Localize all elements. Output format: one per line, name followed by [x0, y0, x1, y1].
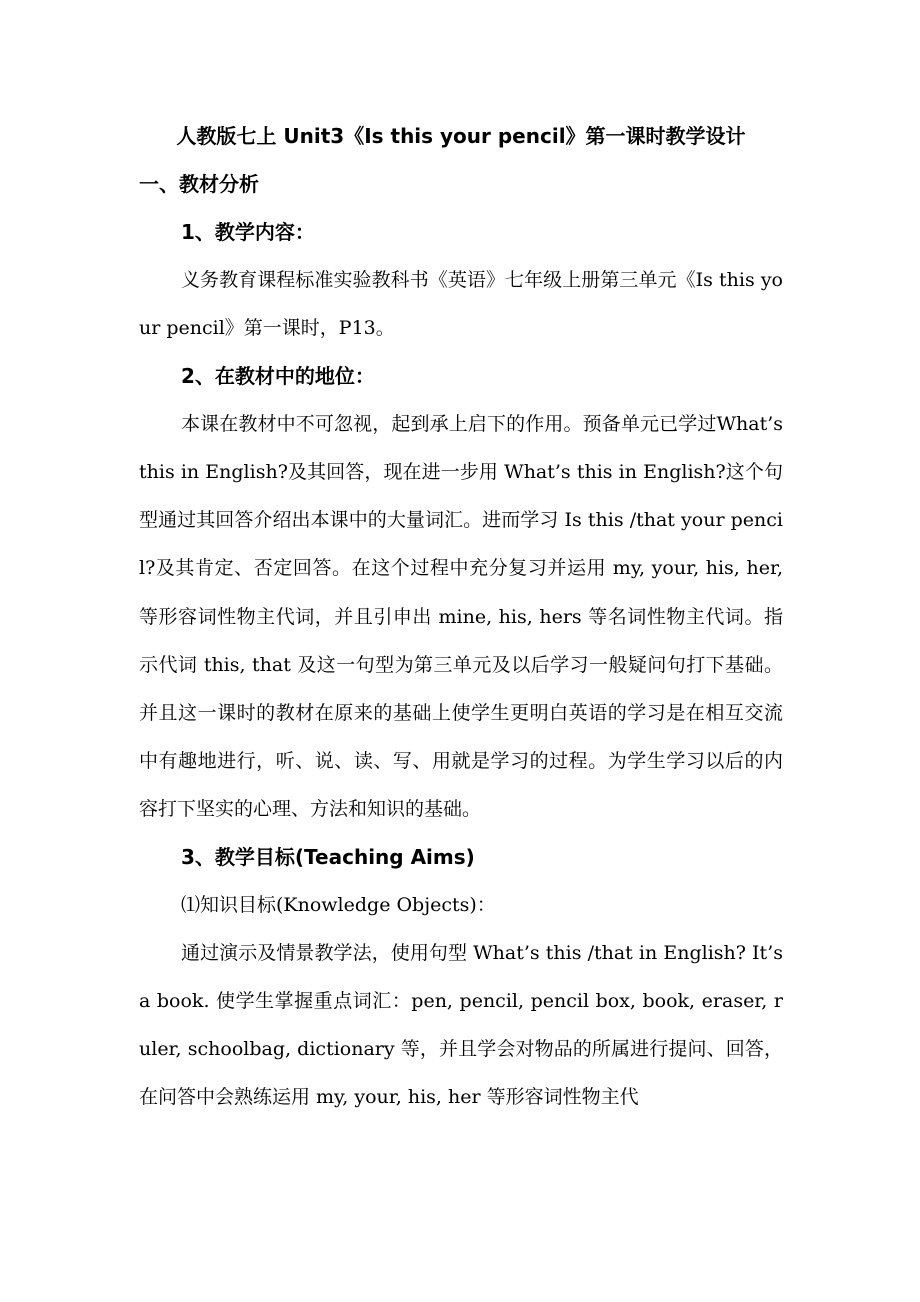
heading-knowledge-objects: ⑴知识目标(Knowledge Objects)： — [181, 894, 496, 917]
heading-teaching-content: 1、教学内容： — [181, 220, 315, 244]
paragraph-position-in-textbook: 本课在教材中不可忽视，起到承上启下的作用。预备单元已学过What’s this in English?及其回答，现在进一步用 What’s this in English?这个句型通过其回答介绍出本课中的大量词汇。进而学习 Is this /that your pencil?及其肯定、否定回答。在这个过程中充分复习并运用 my, your, his, her, 等形容词性物主代词，并且引申出 mine, his, hers 等名词性物主代词。指示代词 this, that 及这一句型为第三单元及以后学习一般疑问句打下基础。并且这一课时的教材在原来的基础上使学生更明白英语的学习是在相互交流中有趣地进行，听、说、读、写、用就是学习的过程。为学生学习以后的内容打下坚实的心理、方法和知识的基础。 — [139, 413, 783, 820]
paragraph-knowledge-objects: 通过演示及情景教学法，使用句型 What’s this /that in English? It’s a book. 使学生掌握重点词汇：pen, pencil, pencil box, book, eraser, ruler, schoolbag, dictionary 等，并且学会对物品的所属进行提问、回答，在问答中会熟练运用 my, your, his, her 等形容词性物主代 — [139, 942, 783, 1109]
paragraph-teaching-content: 义务教育课程标准实验教科书《英语》七年级上册第三单元《Is this your pencil》第一课时，P13。 — [139, 269, 783, 340]
document-title: 人教版七上 Unit3《Is this your pencil》第一课时教学设计 — [176, 124, 746, 148]
document-content — [139, 112, 783, 1121]
section-heading-textbook-analysis: 一、教材分析 — [139, 172, 259, 196]
heading-position-in-textbook: 2、在教材中的地位： — [181, 364, 375, 389]
heading-teaching-aims: 3、教学目标(Teaching Aims) — [181, 845, 475, 870]
